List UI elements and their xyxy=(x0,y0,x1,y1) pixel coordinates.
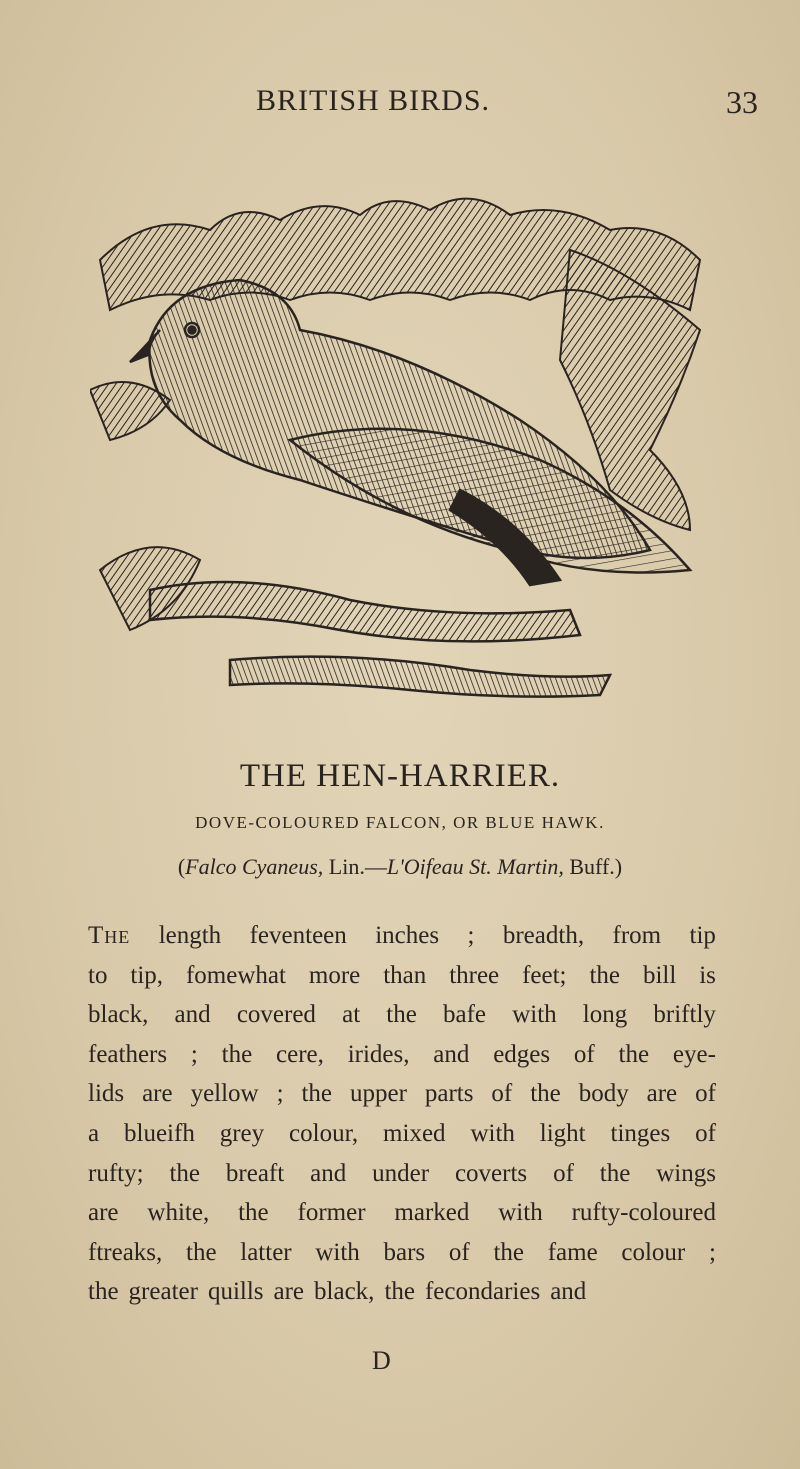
word: of xyxy=(491,1080,513,1108)
signature-mark: D xyxy=(372,1346,391,1375)
word: bars xyxy=(383,1238,426,1266)
word: ; xyxy=(190,1040,198,1068)
word: blueifh xyxy=(124,1119,195,1147)
word: with xyxy=(315,1238,360,1266)
word: the xyxy=(186,1238,217,1266)
plate-title: THE HEN-HARRIER. xyxy=(239,758,561,794)
word: of xyxy=(695,1119,716,1147)
word: ; xyxy=(276,1080,284,1108)
word: length xyxy=(158,922,222,949)
word: of xyxy=(573,1040,595,1068)
word: the xyxy=(386,1001,417,1029)
word: white, xyxy=(147,1199,210,1227)
word: breaft xyxy=(225,1159,285,1187)
word: with xyxy=(498,1199,543,1227)
text-line xyxy=(88,1272,716,1312)
word: is xyxy=(699,961,716,989)
word: quills xyxy=(207,1278,264,1306)
word: fomewhat xyxy=(185,961,286,989)
french-name: L'Oifeau St. Martin, xyxy=(386,854,564,879)
word: the xyxy=(589,961,620,989)
word: inches xyxy=(375,922,440,949)
text-line xyxy=(88,956,716,996)
text-line xyxy=(88,916,716,956)
text-line xyxy=(88,1035,716,1075)
word: with xyxy=(512,1001,557,1029)
word: three xyxy=(449,961,500,989)
latin-name: Falco Cyaneus, xyxy=(185,854,324,879)
word: long xyxy=(582,1001,628,1029)
word: lids xyxy=(88,1080,125,1108)
hen-harrier-woodcut-icon xyxy=(90,190,710,710)
page-number: 33 xyxy=(726,84,758,120)
word: black, xyxy=(88,1001,149,1029)
word: tip xyxy=(689,922,716,949)
word: edges xyxy=(493,1040,551,1068)
word: light xyxy=(539,1119,586,1147)
word: the xyxy=(221,1040,253,1068)
word: from xyxy=(612,922,662,949)
word: bill xyxy=(642,961,677,989)
word: breadth, xyxy=(502,922,585,949)
word: than xyxy=(383,961,427,989)
text-line xyxy=(88,1074,716,1114)
word: the xyxy=(493,1238,524,1266)
word: feet; xyxy=(522,961,567,989)
word: of xyxy=(695,1080,716,1108)
word: the xyxy=(384,1278,415,1306)
word: with xyxy=(470,1119,515,1147)
word: the xyxy=(238,1199,269,1227)
word: tip, xyxy=(130,961,164,989)
word: latter xyxy=(240,1238,292,1266)
word: the xyxy=(530,1080,561,1108)
word: more xyxy=(308,961,361,989)
word: ftreaks, xyxy=(88,1238,163,1266)
word: are xyxy=(273,1278,305,1306)
running-head xyxy=(0,84,800,124)
word: ; xyxy=(708,1238,716,1266)
body-text xyxy=(88,916,716,1312)
synonyms-line xyxy=(0,854,800,880)
text-line xyxy=(88,1233,716,1273)
buff-abbrev: Buff.) xyxy=(563,854,623,879)
word: the xyxy=(301,1080,333,1108)
word: cere, xyxy=(276,1040,324,1068)
text-line xyxy=(88,995,716,1035)
lin-abbrev: Lin.— xyxy=(323,854,387,879)
word: greater xyxy=(128,1278,198,1306)
word: feathers xyxy=(88,1040,168,1068)
word: covered xyxy=(236,1001,316,1029)
word: and xyxy=(550,1278,587,1306)
word: parts xyxy=(424,1080,474,1108)
word: the xyxy=(169,1159,200,1187)
word: a xyxy=(88,1119,100,1147)
open-paren: ( xyxy=(177,854,186,879)
text-line xyxy=(88,1154,716,1194)
word: of xyxy=(553,1159,574,1187)
word: and xyxy=(174,1001,211,1029)
word: body xyxy=(578,1080,629,1108)
word: wings xyxy=(656,1159,716,1187)
word: grey xyxy=(219,1119,265,1147)
word: to xyxy=(88,961,108,989)
word: rufty; xyxy=(88,1159,144,1187)
word: colour, xyxy=(289,1119,359,1147)
word: coverts xyxy=(454,1159,528,1187)
word: and xyxy=(433,1040,470,1068)
word: are xyxy=(646,1080,678,1108)
word: fame xyxy=(547,1238,598,1266)
word: black, xyxy=(314,1278,375,1306)
text-line xyxy=(88,1114,716,1154)
text-line xyxy=(88,1193,716,1233)
word: yellow xyxy=(190,1080,259,1108)
word: the xyxy=(88,1278,119,1306)
word: rufty-coloured xyxy=(571,1199,716,1227)
plate-subtitle: DOVE-COLOURED FALCON, OR BLUE HAWK. xyxy=(195,813,605,832)
word: feventeen xyxy=(249,922,347,949)
word: upper xyxy=(349,1080,407,1108)
word: colour xyxy=(621,1238,686,1266)
word: fecondaries xyxy=(424,1278,541,1306)
word: and xyxy=(310,1159,347,1187)
word: bafe xyxy=(443,1001,487,1029)
word: the xyxy=(618,1040,650,1068)
word: the xyxy=(599,1159,631,1187)
word: tinges xyxy=(610,1119,671,1147)
word: ; xyxy=(467,922,475,949)
word: of xyxy=(448,1238,470,1266)
word: mixed xyxy=(383,1119,446,1147)
word: irides, xyxy=(347,1040,410,1068)
running-title: BRITISH BIRDS. xyxy=(256,84,491,117)
word: are xyxy=(88,1199,119,1227)
word: briftly xyxy=(653,1001,716,1029)
word: The xyxy=(88,922,131,949)
word: eye- xyxy=(672,1040,716,1068)
word: marked xyxy=(394,1199,470,1227)
word: under xyxy=(372,1159,430,1187)
word: at xyxy=(342,1001,361,1029)
word: are xyxy=(142,1080,173,1108)
word: former xyxy=(297,1199,366,1227)
